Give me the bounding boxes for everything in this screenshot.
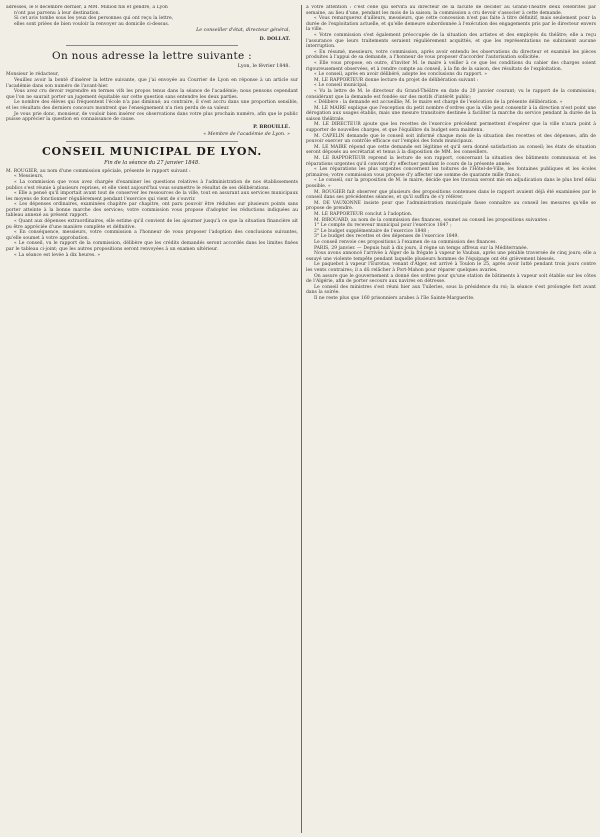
article-paragraph: M. LE DIRECTEUR ajoute que les recettes de l'exercice précédent permettent d'espérer que la ville n'aura point à supporter de nouvelles charges, et que l'équilibre du budget sera maintenu. (306, 122, 596, 134)
article-paragraph: « Le conseil, après en avoir délibéré, adopte les conclusions du rapport. » (314, 72, 488, 78)
letter-paragraph: Monsieur le rédacteur, (6, 72, 59, 78)
article-paragraph: « Vous remarquerez d'ailleurs, messieurs, que cette concession n'est pas faite à titre définitif, mais seulement pour la durée de l'exploitation actuelle, et qu'elle demeure subordonnée à l'exécution des engagements pris par le directeur envers la ville. (306, 16, 596, 33)
council-paragraph: M. ROUGIER, au nom d'une commission spéciale, présente le rapport suivant : (6, 168, 191, 174)
article-paragraph: M. LE MAIRE explique que l'exception du petit nombre d'ordres que la ville peut consentir à la direction n'est point une dérogation aux usages établis, mais une mesure transitoire destinée à faciliter la marche du service pendant la durée de la saison théâtrale. (306, 105, 596, 122)
council-paragraph: « Messieurs, (14, 174, 44, 180)
article-paragraph: 2° Le budget supplémentaire de l'exercice 1848 ; (314, 228, 430, 234)
article-paragraph: Nous avons annoncé l'arrivée à Alger de la frégate à vapeur le Vauban, après une pénible traversée de cinq jours; elle a essuyé une violente tempête pendant laquelle plusieurs hommes de l'équipage ont été grièvement blessés. (306, 251, 596, 262)
article-paragraph: M. DE VAUXONNE insiste pour que l'administration municipale fasse connaître au conseil les mesures qu'elle se propose de prendre. (306, 200, 596, 212)
article-paragraph: Le conseil des ministres s'est réuni hier aux Tuileries, sous la présidence du roi; la séance s'est prolongée fort avant dans la soirée. (306, 284, 596, 296)
section-divider (66, 141, 238, 142)
article-paragraph: Il ne reste plus que 160 prisonniers arabes à l'île Sainte-Marguerite. (314, 295, 475, 301)
article-paragraph: « En résumé, messieurs, votre commission, après avoir entendu les observations du directeur et examiné les pièces produites à l'appui de sa demande, a l'honneur de vous proposer d'accorder l'autorisation sollicitée. (306, 49, 596, 61)
article-paragraph: M. BIROUARD, au nom de la commission des finances, soumet au conseil les propositions suivantes : (314, 217, 551, 223)
intro-line: Si cet avis tombe sous les yeux des personnes qui ont reçu la lettre, (14, 16, 174, 22)
article-paragraph: M. LE RAPPORTEUR donne lecture du projet de délibération suivant : (314, 77, 479, 83)
article-paragraph: à votre attention : c'est celle qui servira au directeur de la faculté de décider au Grand-Théâtre deux célébrités par semaine, au lieu d'une, pendant les mois de la saison; la commission a cru devoir s'associer à cette demande. (306, 5, 596, 16)
article-paragraph: Le conseil renvoie ces propositions à l'examen de sa commission des finances. (314, 239, 497, 245)
right-column (306, 5, 596, 833)
letter-signature-role: « Membre de l'académie de Lyon. » (203, 131, 290, 137)
letter-paragraph: Le nombre des élèves qui fréquentent l'école n'a pas diminué; au contraire, il s'est accru dans une proportion sensible, et les résultats des derniers concours montrent que l'enseignement n'a rien perdu de sa valeur. (6, 100, 298, 111)
article-paragraph: M. LE RAPPORTEUR conclut à l'adoption. (314, 211, 413, 217)
article-paragraph: « Votre commission s'est également préoccupée de la situation des artistes et des employés du théâtre; elle a reçu l'assurance que leurs traitements seraient régulièrement acquittés, et que les représentations ne subiraient aucune interruption. (306, 32, 596, 50)
letter-heading: On nous adresse la lettre suivante : (52, 50, 252, 63)
letter-dateline: Lyon, le février 1848. (237, 64, 290, 70)
section-divider (66, 45, 238, 46)
intro-line: adressés, le 8 décembre dernier, à MM. Milliod fils et gendre, à Lyon (6, 5, 168, 10)
newspaper-page (6, 5, 596, 833)
signature-name: D. DOLLAT. (259, 36, 290, 43)
article-paragraph: M. LE MAIRE répond que cette demande est légitime et qu'il sera donné satisfaction au conseil; les états de situation seront déposés au secrétariat et tenus à la disposition de MM. les conseillers. (306, 144, 596, 156)
article-paragraph: « Le conseil, sur la proposition de M. le maire, décide que les travaux seront mis en adjudication dans le plus bref délai possible. » (306, 178, 596, 189)
article-paragraph: On assure que le gouvernement a donné des ordres pour qu'une station de bâtiments à vapeur soit établie sur les côtes de l'Algérie, afin de porter secours aux navires en détresse. (306, 273, 596, 285)
council-paragraph: « Le conseil, vu le rapport de la commission, délibère que les crédits demandés seront accordés dans les limites fixées par le tableau ci-joint; que les autres propositions seront renvoyées à un examen ultérieur. (6, 241, 298, 253)
article-paragraph: 1° Le compte du receveur municipal pour l'exercice 1847 ; (314, 223, 452, 229)
council-paragraph: « En conséquence, messieurs, votre commission a l'honneur de vous proposer l'adoption des conclusions suivantes, qu'elle soumet à votre approbation. (6, 230, 298, 241)
article-paragraph: M. CAPELIN demande que le conseil soit informé chaque mois de la situation des recettes et des dépenses, afin de pouvoir exercer un contrôle efficace sur l'emploi des fonds municipaux. (306, 133, 596, 145)
council-paragraph: « Les dépenses ordinaires, examinées chapitre par chapitre, ont paru pouvoir être réduites sur plusieurs points sans porter atteinte à la bonne marche des services; votre commission vous propose d'adopter les réductions indiquées au tableau annexé au présent rapport. (6, 202, 298, 219)
council-heading: CONSEIL MUNICIPAL DE LYON. (41, 144, 263, 158)
letter-paragraph: Vous avez cru devoir reprendre en termes vifs les propos tenus dans la séance de l'académie; nous pensons cependant que l'on ne saurait porter un jugement équitable sur cette question sans entendre les deux parties. (6, 89, 298, 100)
left-column (6, 5, 298, 833)
article-paragraph: PARIS, 29 janvier. — Depuis huit à dix jours, il règne un temps affreux sur la Méditerranée. (314, 245, 529, 251)
letter-paragraph: Je vous prie donc, monsieur, de vouloir bien insérer ces observations dans votre plus prochain numéro, afin que le public puisse apprécier la question en connaissance de cause. (6, 111, 298, 123)
article-paragraph: « Le conseil municipal, (314, 83, 368, 89)
article-paragraph: « Délibère : la demande est accueillie; M. le maire est chargé de l'exécution de la présente délibération. » (314, 100, 563, 106)
council-paragraph: « La séance est levée à dix heures. » (14, 252, 101, 258)
intro-line: elles sont priées de bien vouloir la renvoyer au domicile ci-dessus. (14, 21, 170, 27)
article-paragraph: 3° Le budget des recettes et des dépenses de l'exercice 1849. (314, 234, 459, 240)
letter-paragraph: Veuillez avoir la bonté d'insérer la lettre suivante, que j'ai envoyée au Courrier de Lyon en réponse à un article sur l'académie dans son numéro de l'avant-hier. (6, 77, 298, 89)
council-paragraph: « Quant aux dépenses extraordinaires, elle estime qu'il convient de les ajourner jusqu'à ce que la situation financière ait pu être appréciée d'une manière complète et définitive. (6, 219, 298, 230)
letter-signature: P. BROUILLÉ. (253, 123, 290, 130)
intro-line: n'ont pas parvenu à leur destination. (14, 10, 100, 16)
council-subheading: Fin de la séance du 27 janvier 1848. (104, 159, 200, 166)
article-paragraph: M. LE RAPPORTEUR reprend la lecture de son rapport, concernant la situation des bâtiments communaux et les réparations urgentes qu'il convient d'y effectuer pendant le cours de la présente année. (306, 156, 596, 167)
article-paragraph: M. ROUGIER fait observer que plusieurs des propositions contenues dans le rapport avaient déjà été examinées par le conseil dans ses précédentes séances, et qu'il suffira de s'y référer. (306, 189, 596, 201)
council-paragraph: « Elle a pensé qu'il importait avant tout de conserver les ressources de la ville, tout en assurant aux services municipaux les moyens de fonctionner régulièrement pendant l'exercice qui vient de s'ouvrir. (6, 191, 298, 202)
article-paragraph: « Les réparations les plus urgentes concernent les toitures de l'Hôtel-de-Ville, les fontaines publiques et les écoles primaires; votre commission vous propose d'y affecter une somme de quarante mille francs. (306, 167, 596, 178)
signature-role: Le conseiller d'état, directeur général, (196, 28, 290, 34)
council-paragraph: « La commission que vous avez chargée d'examiner les questions relatives à l'administration de nos établissements publics s'est réunie à plusieurs reprises, et elle vient aujourd'hui vous soumettre le résultat de ses délibérations. (6, 179, 298, 191)
article-paragraph: « Vu la lettre de M. le directeur du Grand-Théâtre en date du 20 janvier courant; vu le rapport de la commission; considérant que la demande est fondée sur des motifs d'intérêt public; (306, 88, 596, 100)
article-paragraph: Le paquebot à vapeur l'Eurotas, venant d'Alger, est arrivé à Toulon le 25, après avoir lutté pendant trois jours contre les vents contraires; il a dû relâcher à Port-Mahon pour réparer quelques avaries. (306, 262, 596, 273)
column-rule (301, 5, 302, 833)
article-paragraph: « Elle vous propose, en outre, d'inviter M. le maire à veiller à ce que les conditions du cahier des charges soient rigoureusement observées, et à rendre compte au conseil, à la fin de la saison, des résultats de l'exploitation. (306, 60, 596, 72)
